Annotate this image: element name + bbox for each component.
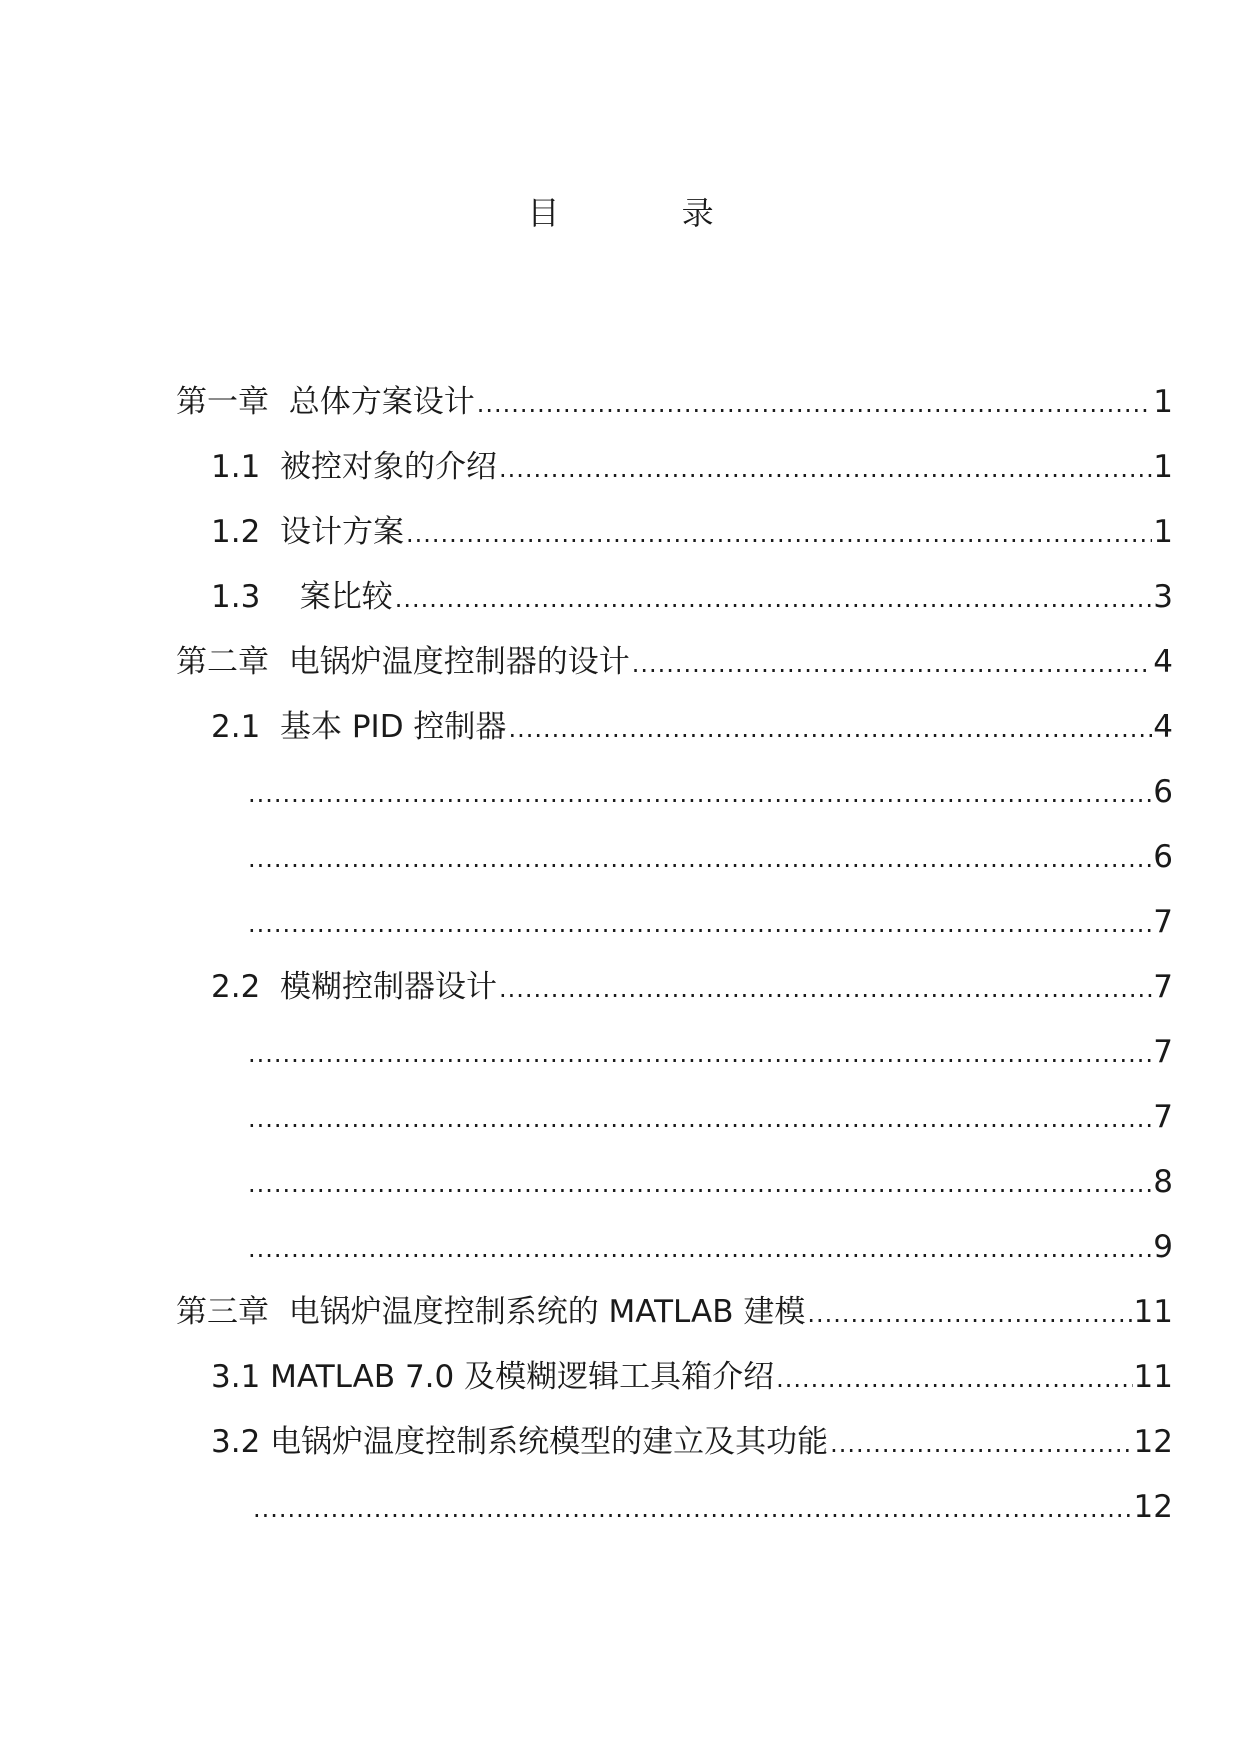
toc-page-number: 7 bbox=[1153, 969, 1173, 1005]
toc-entry[interactable] bbox=[176, 1162, 1173, 1227]
toc-page-number: 11 bbox=[1133, 1294, 1173, 1330]
toc-dot-leader bbox=[248, 1099, 1152, 1139]
toc-entry-text: 1.1 被控对象的介绍 bbox=[211, 449, 498, 485]
toc-entry[interactable] bbox=[176, 1097, 1173, 1162]
toc-dot-leader bbox=[477, 384, 1153, 424]
toc-entry[interactable] bbox=[176, 512, 1173, 577]
toc-page-number: 11 bbox=[1133, 1359, 1173, 1395]
toc-dot-leader bbox=[499, 449, 1152, 489]
toc-entry[interactable] bbox=[176, 1227, 1173, 1292]
toc-entry[interactable] bbox=[176, 1422, 1173, 1487]
toc-entry-text: 2.1 基本 PID 控制器 bbox=[211, 709, 507, 745]
toc-title: 目 录 bbox=[527, 194, 770, 232]
toc-dot-leader bbox=[499, 969, 1152, 1009]
toc-page-number: 7 bbox=[1153, 904, 1173, 940]
toc-entry-text: 1.2 设计方案 bbox=[211, 514, 405, 550]
toc-dot-leader bbox=[248, 904, 1152, 944]
toc-page-number: 3 bbox=[1153, 579, 1173, 615]
toc-entry-text: 第二章 电锅炉温度控制器的设计 bbox=[176, 644, 630, 680]
toc-page-number: 7 bbox=[1153, 1034, 1173, 1070]
toc-dot-leader bbox=[248, 774, 1152, 814]
toc-entry[interactable] bbox=[176, 642, 1173, 707]
toc-dot-leader bbox=[508, 709, 1152, 749]
toc-entry[interactable] bbox=[176, 707, 1173, 772]
toc-dot-leader bbox=[776, 1359, 1132, 1399]
toc-entry[interactable] bbox=[176, 382, 1173, 447]
toc-dot-leader bbox=[253, 1489, 1133, 1529]
toc-page-number: 12 bbox=[1133, 1489, 1173, 1525]
toc-dot-leader bbox=[248, 1229, 1152, 1269]
toc-entry[interactable] bbox=[176, 967, 1173, 1032]
toc-page-number: 6 bbox=[1153, 839, 1173, 875]
toc-entry[interactable] bbox=[176, 447, 1173, 512]
toc-dot-leader bbox=[632, 644, 1153, 684]
toc-entry[interactable] bbox=[176, 837, 1173, 902]
toc-entry-text: 3.1 MATLAB 7.0 及模糊逻辑工具箱介绍 bbox=[211, 1359, 775, 1395]
toc-dot-leader bbox=[830, 1424, 1132, 1464]
toc-entry-text: 第三章 电锅炉温度控制系统的 MATLAB 建模 bbox=[176, 1294, 806, 1330]
toc-entry[interactable] bbox=[176, 772, 1173, 837]
toc-page-number: 7 bbox=[1153, 1099, 1173, 1135]
toc-dot-leader bbox=[248, 1034, 1152, 1074]
toc-dot-leader bbox=[248, 1164, 1152, 1204]
toc-page-number: 4 bbox=[1153, 709, 1173, 745]
table-of-contents bbox=[176, 382, 1173, 1552]
toc-entry[interactable] bbox=[176, 1292, 1173, 1357]
toc-entry[interactable] bbox=[176, 902, 1173, 967]
toc-page-number: 12 bbox=[1133, 1424, 1173, 1460]
toc-dot-leader bbox=[406, 514, 1152, 554]
toc-entry-text: 第一章 总体方案设计 bbox=[176, 384, 475, 420]
toc-entry-text: 3.2 电锅炉温度控制系统模型的建立及其功能 bbox=[211, 1424, 829, 1460]
toc-page-number: 1 bbox=[1153, 449, 1173, 485]
toc-dot-leader bbox=[395, 579, 1153, 619]
toc-page-number: 4 bbox=[1153, 644, 1173, 680]
toc-page-number: 1 bbox=[1153, 514, 1173, 550]
toc-entry[interactable] bbox=[176, 1487, 1173, 1552]
toc-dot-leader bbox=[248, 839, 1152, 879]
toc-page-number: 8 bbox=[1153, 1164, 1173, 1200]
toc-dot-leader bbox=[807, 1294, 1132, 1334]
toc-entry[interactable] bbox=[176, 1032, 1173, 1097]
toc-entry-text: 1.3 案比较 bbox=[211, 579, 393, 615]
toc-page-number: 1 bbox=[1153, 384, 1173, 420]
toc-entry[interactable] bbox=[176, 577, 1173, 642]
toc-page-number: 6 bbox=[1153, 774, 1173, 810]
toc-entry[interactable] bbox=[176, 1357, 1173, 1422]
toc-entry-text: 2.2 模糊控制器设计 bbox=[211, 969, 498, 1005]
toc-page-number: 9 bbox=[1153, 1229, 1173, 1265]
